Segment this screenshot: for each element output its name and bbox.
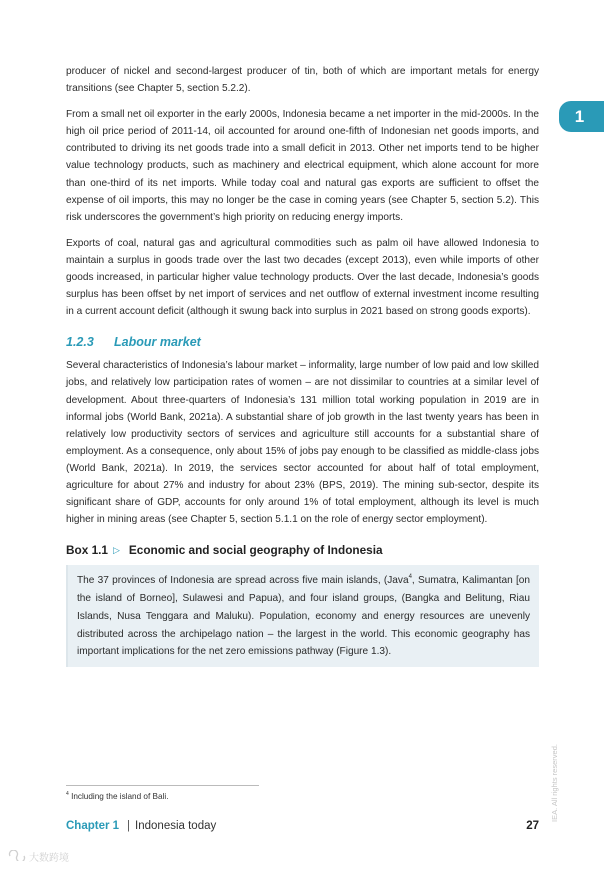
box-title: Economic and social geography of Indonesia — [128, 543, 383, 558]
watermark — [8, 849, 69, 864]
copyright-notice: IEA. All rights reserved. — [550, 744, 559, 822]
footer-chapter: Chapter 1 — [66, 820, 120, 832]
paragraph-1: producer of nickel and second-largest producer of tin, both of which are important metals for energy transitions (see Chapter 5, section 5.2.2). — [66, 66, 539, 95]
footnote-text: Including the island of Bali. — [71, 792, 169, 801]
box-arrow-icon: ▷ — [112, 545, 120, 556]
chapter-tab-number: 1 — [574, 106, 585, 126]
box-body — [66, 565, 539, 667]
paragraph-2: From a small net oil exporter in the early 2000s, Indonesia became a net importer in the mid-2000s. In the high oil price period of 2011-14, oil accounted for around one-fifth of Indonesian net goods imports, and contributed to driving its net goods trade into a small deficit in 2013. Other net imports tend to be higher value technology products, such as machinery and electrical equipment, which alone account for more than one-third of its net imports. While today coal and natural gas exports are sufficient to offset the expense of oil imports, this may no longer be the case in coming years (see Chapter 5, section 5.2). This risk underscores the government’s high priority on reducing energy imports. — [66, 109, 539, 223]
page-content — [66, 63, 539, 667]
paragraph-3: Exports of coal, natural gas and agricultural commodities such as palm oil have allowed Indonesia to maintain a surplus in goods trade over the last two decades (except 2013), even while imports of other goods increased, in particular higher value technology products. Over the last decade, Indonesia’s goods surplus has been offset by net import of services and net outflow of external investment income resulting in a current account deficit (although it swung back into surplus in 2021 based on strong goods exports). — [66, 237, 539, 318]
footnote-number: 4 — [66, 791, 69, 797]
page-footer — [66, 818, 539, 834]
section-number: 1.2.3 — [66, 335, 94, 350]
box-text-after: , Sumatra, Kalimantan [on the island of Borneo], Sulawesi and Papua), and four island groups, (Bangka and Belitung, Riau Islands, Nusa Tenggara and Maluku). Population, economy and energy resources are unevenly distributed across the archipelago nation – the largest in the world. This economic geography has important implications for the net zero emissions pathway (Figure 1.3). — [77, 575, 530, 658]
section-title: Labour market — [114, 335, 201, 350]
box-header — [66, 542, 539, 558]
footer-topic: Indonesia today — [135, 820, 217, 832]
footer-separator: | — [127, 820, 131, 832]
footnote — [66, 791, 168, 802]
chapter-tab — [559, 101, 604, 132]
footnote-divider — [66, 785, 259, 786]
watermark-text: 大数跨境 — [29, 853, 69, 864]
footnote-ref[interactable]: 4 — [408, 574, 412, 581]
box-text-before: The 37 provinces of Indonesia are spread across five main islands, (Java — [77, 575, 409, 587]
box-label: Box 1.1 — [66, 543, 108, 558]
page-number: 27 — [526, 820, 539, 832]
watermark-logo-icon — [8, 850, 26, 864]
section-heading — [66, 334, 539, 350]
box-text — [77, 572, 530, 661]
paragraph-4: Several characteristics of Indonesia’s labour market – informality, large number of low paid and low skilled jobs, and relatively low participation rates of women – are not dissimilar to countries at a similar level of development. About three-quarters of Indonesia’s 131 million total working population in 2019 are in informal jobs (World Bank, 2021a). A substantial share of job growth in the last twenty years has been in relatively low productivity sectors of services and agriculture still accounts for a substantial share of employment. As a consequence, only about 15% of jobs pay enough to be classified as middle-class jobs (World Bank, 2021a). In 2019, the services sector accounted for about half of total employment, agriculture for about 27% and industry for about 23% (BPS, 2019). The mining sub-sector, despite its significant share of GDP, accounts for only around 1% of total employment, although its level is much higher in mining areas (see Chapter 5, section 5.1.1 on the role of energy sector employment). — [66, 360, 539, 526]
